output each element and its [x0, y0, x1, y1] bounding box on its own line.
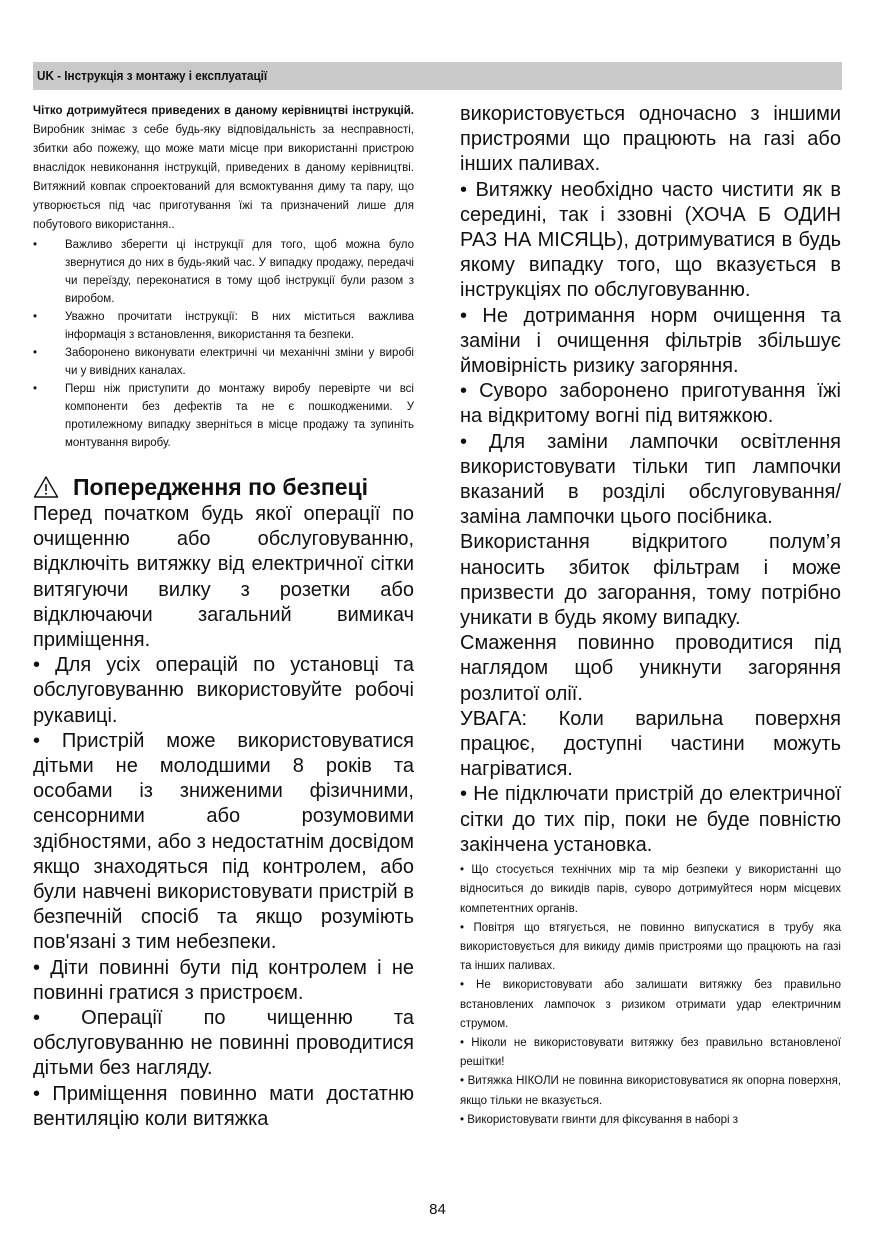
bullet-marker: •	[33, 239, 38, 251]
list-item	[33, 380, 414, 452]
note-paragraph: • Використовувати гвинти для фіксування в наборі з	[460, 1113, 739, 1126]
safety-notes-small	[460, 861, 841, 1130]
left-column	[33, 102, 414, 1132]
safety-paragraph: • Для усіх операцій по установці та обслуговуванню використовуйте робочі рукавиці.	[33, 654, 414, 727]
list-item-text: Перш ніж приступити до монтажу виробу перевірте чи всі компоненти без дефектів та не є пошкодженими. У протилежному випадку зверніться в місце продажу та зупиніть монтування виробу.	[65, 383, 414, 449]
safety-paragraph: • Пристрій може використовуватися дітьми не молодшими 8 років та особами із зниженими фізичними, сенсорними або розумовими здібностями, або з недостатнім досвідом якщо знаходяться під контролем, або були навчені використовувати пристрій в безпечній спосіб та якщо розуміють пов'язані з тим небезпеки.	[33, 729, 414, 954]
list-item-text: Уважно прочитати інструкції: В них міститься важлива інформація з встановлення, використання та безпеки.	[65, 311, 414, 341]
safety-text-continued	[460, 102, 841, 858]
intro-paragraph	[33, 102, 414, 235]
intro-text: Виробник знімає з себе будь-яку відповідальність за несправності, збитки або пожежу, що може мати місце при використанні пристрою внаслідок невиконання інструкцій, приведених в даному керівництві. Витяжний ковпак спроектований для всмоктування диму та пару, що утворюється під час приготування їжі та призначений лише для побутового використання..	[33, 124, 414, 231]
intro-bold-text: Чітко дотримуйтеся приведених в даному керівництві інструкцій.	[33, 105, 414, 117]
safety-paragraph: • Діти повинні бути під контролем і не повинні гратися з пристроєм.	[33, 956, 414, 1004]
note-paragraph: • Повітря що втягується, не повинно випускатися в трубу яка використовується для викиду димів пристроями що працюють на газі та інших паливах.	[460, 921, 841, 973]
safety-paragraph: • Витяжку необхідно часто чистити як в середині, так і ззовні (ХОЧА Б ОДИН РАЗ НА МІСЯЦЬ), дотримуватися в будь якому випадку того, що вказується в інструкціях по обслуговуванню.	[460, 178, 841, 302]
note-paragraph: • Ніколи не використовувати витяжку без правильно встановленої решітки!	[460, 1036, 841, 1069]
page-number: 84	[429, 1201, 446, 1218]
safety-paragraph: • Операції по чищенню та обслуговуванню не повинні проводитися дітьми без нагляду.	[33, 1007, 414, 1080]
safety-warning-heading	[33, 472, 414, 502]
safety-paragraph: Перед початком будь якої операції по очищенню або обслуговуванню, відключіть витяжку від електричної сітки витягуючи вилку з розетки або відключаючи загальний вимикач приміщення.	[33, 503, 414, 652]
safety-paragraph: • Приміщення повинно мати достатню вентиляцію коли витяжка	[33, 1082, 414, 1130]
safety-paragraph: використовується одночасно з іншими пристроями що працюють на газі або інших паливах.	[460, 103, 841, 176]
safety-paragraph: Смаження повинно проводитися під наглядом щоб уникнути загоряння розлитої олії.	[460, 632, 841, 705]
header-bar	[33, 62, 842, 90]
list-item	[33, 236, 414, 308]
list-item-text: Важливо зберегти ці інструкції для того, щоб можна було звернутися до них в будь-який час. У випадку продажу, передачі чи переїзду, переконатися в тому щоб інструкції були разом з виробом.	[65, 239, 414, 305]
bullet-marker: •	[33, 347, 38, 359]
safety-paragraph: • Для заміни лампочки освітлення використовувати тільки тип лампочки вказаний в розділі обслуговування/заміна лампочки цього посібника.	[460, 430, 841, 529]
list-item	[33, 344, 414, 380]
safety-warning-title: Попередження по безпеці	[73, 474, 369, 500]
instruction-bullet-list	[33, 236, 414, 452]
bullet-marker: •	[33, 383, 38, 395]
bullet-marker: •	[33, 311, 38, 323]
safety-text	[33, 502, 414, 1132]
safety-paragraph: Використання відкритого полум’я наносить збиток фільтрам і може призвести до загорання, тому потрібно уникати в будь якому випадку.	[460, 531, 841, 630]
header-title: UK - Інструкція з монтажу і експлуатації	[37, 68, 268, 83]
safety-paragraph: УВАГА: Коли варильна поверхня працює, доступні частини можуть нагріватися.	[460, 707, 841, 781]
list-item	[33, 308, 414, 344]
note-paragraph: • Витяжка НІКОЛИ не повинна використовуватися як опорна поверхня, якщо тільки не вказується.	[460, 1075, 841, 1107]
safety-paragraph: • Суворо заборонено приготування їжі на відкритому вогні під витяжкою.	[460, 380, 841, 428]
right-column	[460, 102, 841, 1130]
safety-paragraph: • Не дотримання норм очищення та заміни і очищення фільтрів збільшує ймовірність ризику загоряння.	[460, 304, 841, 378]
list-item-text: Заборонено виконувати електричні чи механічні зміни у виробі чи у вивідних каналах.	[65, 347, 414, 377]
note-paragraph: • Що стосується технічних мір та мір безпеки у використанні що відноситься до викидів парів, суворо дотримуйтеся норм місцевих компетентних органів.	[460, 864, 841, 915]
note-paragraph: • Не використовувати або залишати витяжку без правильно встановлених лампочок з ризиком отримати удар електричним струмом.	[460, 979, 841, 1030]
warning-triangle-icon	[33, 475, 59, 499]
safety-paragraph: • Не підключати пристрій до електричної сітки до тих пір, поки не буде повністю закінчена установка.	[460, 783, 841, 856]
